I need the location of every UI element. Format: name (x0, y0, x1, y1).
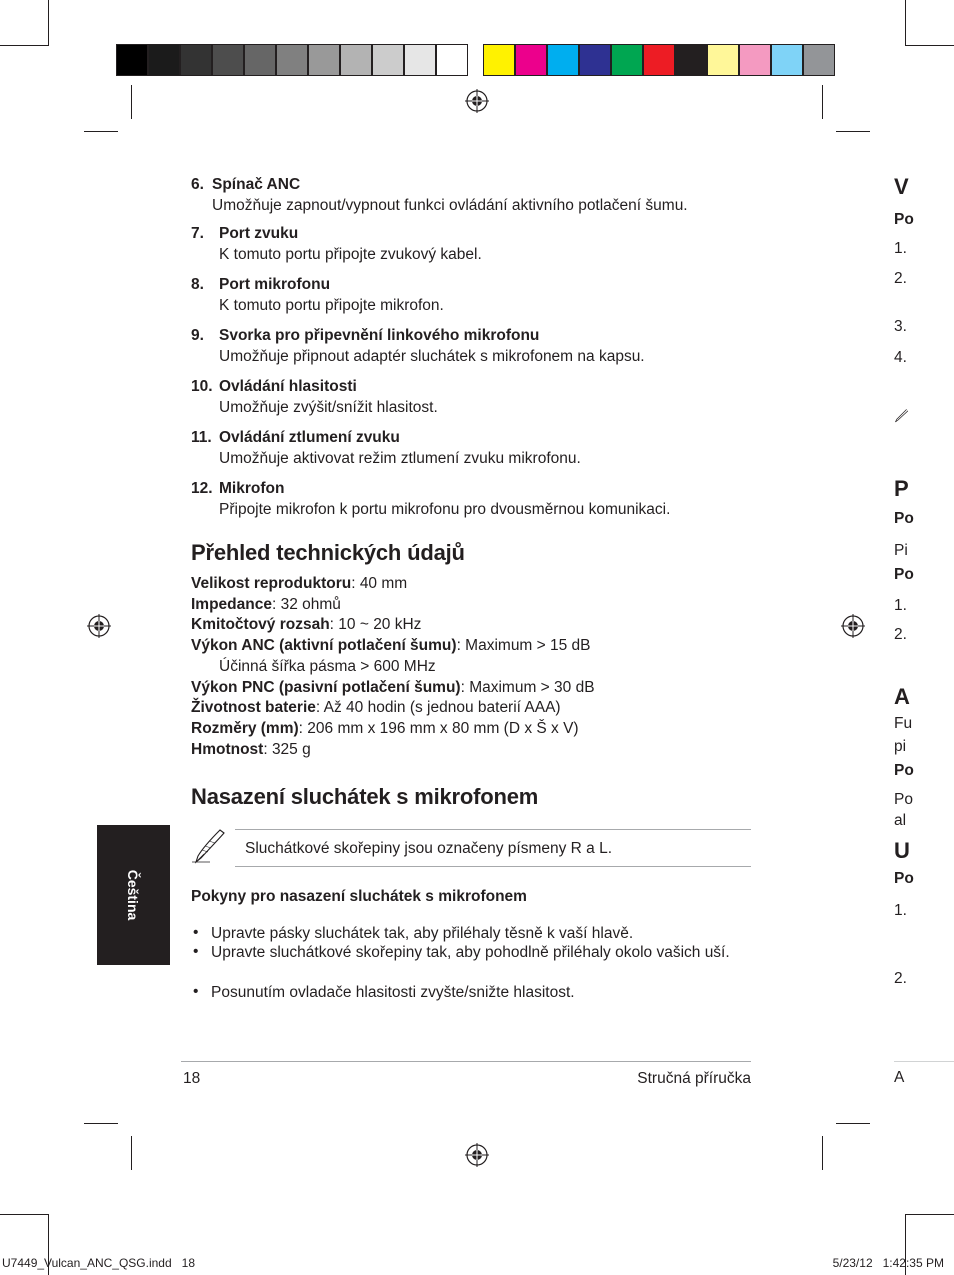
spec-value: : 206 mm x 196 mm x 80 mm (D x Š x V) (298, 719, 579, 737)
color-swatch (643, 44, 675, 76)
color-swatch (675, 44, 707, 76)
item-description: K tomuto portu připojte mikrofon. (219, 297, 444, 314)
adjacent-heading-fragment: U (894, 838, 910, 863)
crop-mark (48, 0, 49, 46)
item-title: Svorka pro připevnění linkového mikrofonu (219, 327, 540, 344)
gray-swatch (180, 44, 212, 76)
gray-swatch (116, 44, 148, 76)
bullet-text: Upravte sluchátkové skořepiny tak, aby pohodlně přiléhaly okolo vašich uší. (211, 944, 730, 961)
color-swatch (611, 44, 643, 76)
color-swatch (771, 44, 803, 76)
spec-row (191, 720, 579, 738)
item-title: Mikrofon (219, 480, 285, 497)
adjacent-text-fragment: 1. (894, 597, 907, 614)
item-number: 10. (191, 378, 213, 395)
item-description: Umožňuje zvýšit/snížit hlasitost. (219, 399, 438, 416)
color-swatch (515, 44, 547, 76)
specs-heading: Přehled technických údajů (191, 540, 465, 565)
item-description: Připojte mikrofon k portu mikrofonu pro dvousměrnou komunikaci. (219, 501, 671, 518)
item-title: Port zvuku (219, 225, 299, 242)
registration-mark-icon (87, 614, 111, 638)
adjacent-text-fragment: Fu (894, 715, 913, 732)
gray-swatch (148, 44, 180, 76)
crop-mark (822, 85, 823, 119)
registration-mark-icon (465, 1143, 489, 1167)
gray-swatch (372, 44, 404, 76)
spec-row (191, 575, 407, 593)
bullet-text: Upravte pásky sluchátek tak, aby přiléhaly těsně k vaší hlavě. (211, 925, 634, 942)
registration-mark-icon (841, 614, 865, 638)
spec-value: : 10 ~ 20 kHz (329, 616, 422, 634)
note-bottom-rule (235, 866, 751, 867)
slug-file: U7449_Vulcan_ANC_QSG.indd 18 (2, 1256, 196, 1270)
spec-value: : 40 mm (351, 575, 408, 592)
item-number: 12. (191, 480, 213, 497)
spec-row (191, 699, 561, 717)
wearing-heading: Nasazení sluchátek s mikrofonem (191, 784, 539, 809)
color-swatch (547, 44, 579, 76)
item-description: Umožňuje aktivovat režim ztlumení zvuku mikrofonu. (219, 450, 581, 467)
spec-label: Hmotnost (191, 740, 264, 758)
gray-swatch (436, 44, 468, 76)
adjacent-heading-fragment: V (894, 174, 909, 199)
spec-row (191, 679, 595, 697)
note-text: Sluchátkové skořepiny jsou označeny písmeny R a L. (245, 840, 613, 857)
item-title: Ovládání hlasitosti (219, 378, 357, 395)
crop-mark (84, 1123, 118, 1124)
crop-mark (131, 85, 132, 119)
bullet-marker: • (193, 983, 199, 1000)
spec-value: : 32 ohmů (271, 595, 341, 613)
adjacent-heading-fragment: A (894, 684, 910, 709)
adjacent-text-fragment: Po (894, 762, 914, 779)
crop-mark (905, 0, 906, 46)
item-number: 6. (191, 176, 204, 193)
spec-value: : Maximum > 15 dB (456, 637, 591, 655)
language-tab-label: Čeština (125, 869, 141, 921)
adjacent-heading-fragment: P (894, 476, 909, 501)
crop-mark (822, 1136, 823, 1170)
item-description: Umožňuje připnout adaptér sluchátek s mikrofonem na kapsu. (219, 348, 645, 365)
spec-row (219, 658, 436, 676)
adjacent-text-fragment: 2. (894, 626, 907, 643)
adjacent-text-fragment: 1. (894, 902, 907, 919)
adjacent-text-fragment: 4. (894, 349, 907, 366)
language-tab (97, 825, 170, 965)
gray-swatch (404, 44, 436, 76)
slug-date: 5/23/12 1:42:35 PM (832, 1256, 944, 1270)
color-swatch (483, 44, 515, 76)
footer-title: Stručná příručka (637, 1070, 751, 1087)
adjacent-text-fragment: pi (894, 738, 907, 755)
spec-row (191, 741, 311, 759)
gray-swatch (276, 44, 308, 76)
spec-label: Impedance (191, 595, 272, 613)
footer-rule (181, 1061, 751, 1062)
spec-label: Životnost baterie (191, 699, 316, 717)
bullet-marker: • (193, 924, 199, 941)
adjacent-text-fragment: Po (894, 211, 914, 228)
color-swatch (707, 44, 739, 76)
item-description: Umožňuje zapnout/vypnout funkci ovládání aktivního potlačení šumu. (212, 197, 688, 214)
crop-mark (0, 1214, 48, 1215)
crop-mark (906, 1214, 954, 1215)
adjacent-text-fragment: al (894, 812, 907, 829)
spec-label: Kmitočtový rozsah (191, 616, 330, 634)
spec-value: Účinná šířka pásma > 600 MHz (219, 657, 436, 675)
crop-mark (0, 45, 48, 46)
spec-value: : Až 40 hodin (s jednou baterií AAA) (315, 699, 561, 717)
spec-label: Rozměry (mm) (191, 719, 299, 737)
bullet-text: Posunutím ovladače hlasitosti zvyšte/snižte hlasitost. (211, 984, 575, 1001)
spec-row (191, 616, 421, 634)
gray-swatch (244, 44, 276, 76)
crop-mark (84, 131, 118, 132)
gray-swatch (340, 44, 372, 76)
spec-label: Výkon ANC (aktivní potlačení šumu) (191, 637, 457, 655)
adjacent-text-fragment: A (894, 1069, 905, 1086)
item-title: Port mikrofonu (219, 276, 331, 293)
item-title: Spínač ANC (212, 176, 301, 193)
spec-label: Výkon PNC (pasivní potlačení šumu) (191, 678, 461, 696)
spec-row (191, 637, 591, 655)
spec-value: : 325 g (263, 740, 311, 758)
item-number: 8. (191, 276, 204, 293)
crop-mark (836, 1123, 870, 1124)
adjacent-text-fragment: 2. (894, 270, 907, 287)
adjacent-text-fragment: Po (894, 870, 914, 887)
note-top-rule (235, 829, 751, 830)
color-swatch (739, 44, 771, 76)
adjacent-text-fragment: 3. (894, 318, 907, 335)
item-title: Ovládání ztlumení zvuku (219, 429, 400, 446)
adjacent-text-fragment: Pi (894, 542, 908, 559)
item-number: 7. (191, 225, 204, 242)
pen-note-icon (190, 828, 228, 864)
adjacent-text-fragment: Po (894, 791, 913, 808)
adjacent-text-fragment: 2. (894, 970, 907, 987)
crop-mark (906, 45, 954, 46)
color-swatch (579, 44, 611, 76)
crop-mark (836, 131, 870, 132)
color-swatch (803, 44, 835, 76)
adjacent-text-fragment: Po (894, 510, 914, 527)
wearing-subheading: Pokyny pro nasazení sluchátek s mikrofonem (191, 888, 527, 905)
item-number: 9. (191, 327, 204, 344)
gray-swatch (308, 44, 340, 76)
page-number: 18 (183, 1070, 201, 1087)
spec-label: Velikost reproduktoru (191, 575, 352, 592)
spec-value: : Maximum > 30 dB (460, 678, 595, 696)
bullet-marker: • (193, 943, 199, 960)
crop-mark (131, 1136, 132, 1170)
item-description: K tomuto portu připojte zvukový kabel. (219, 246, 482, 263)
item-number: 11. (191, 429, 212, 446)
spec-row (191, 596, 341, 614)
registration-mark-icon (465, 89, 489, 113)
pen-note-icon (894, 404, 908, 426)
adjacent-text-fragment: 1. (894, 240, 907, 257)
adjacent-footer-rule (894, 1061, 954, 1062)
gray-swatch (212, 44, 244, 76)
adjacent-text-fragment: Po (894, 566, 914, 583)
